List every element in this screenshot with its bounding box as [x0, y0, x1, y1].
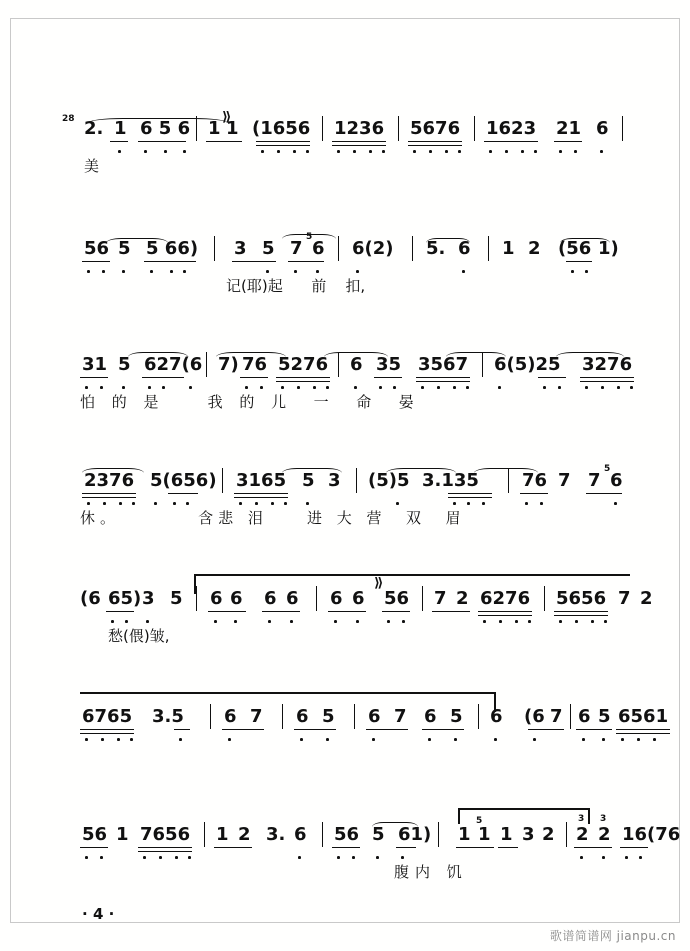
- page-number: [82, 905, 114, 923]
- music-system-5: [66, 576, 653, 668]
- music-system-7: [66, 814, 681, 904]
- page-edge-left: [10, 18, 11, 923]
- note-row-2: 56 5 5 66) 3 5 7 5 6 6(2) 5. 6 1 2 (56 1): [66, 232, 626, 276]
- lyric-row-4: 休。 含悲 泪 进 大 营 双 眉: [80, 509, 466, 527]
- page-number-dot-right: ·: [108, 905, 115, 923]
- music-system-2: [66, 232, 626, 318]
- lyric-row-3: 怕 的 是 我 的 儿 一 命 晏: [80, 393, 420, 411]
- site-watermark: 歌谱简谱网 jianpu.cn: [549, 929, 676, 943]
- lyric-row-2: 记(耶)起 前 扣,: [226, 277, 366, 295]
- note-row-1: 2. 1 6 5 6 1 1 ⟫ (1656 1236 5676 1623 21 6: [66, 112, 626, 156]
- page-number-value: 4: [92, 905, 104, 923]
- note-row-5: (6 65) 3 5 6 6 6 6 6 6 ⟫ 56 7 2 6276 5656 7 2: [66, 582, 626, 626]
- page-number-dot-left: ·: [82, 905, 88, 923]
- note-row-3: 31 5 627(6 7) 76 5276 6 35 3567 6(5)25 3276: [66, 348, 626, 392]
- lyric-row-7: 腹内 饥: [394, 863, 468, 881]
- music-system-1: [62, 110, 626, 198]
- note-row-7: 56 1 7656 1 2 3. 6 56 5 61) 1 1 5 1 3 2 3 3 2 2 16(76: [66, 818, 626, 862]
- note-row-4: 2376 5(656) 3165 5 3 (5)5 3.135 76 7 7 5 6: [66, 464, 626, 508]
- music-system-4: [66, 464, 626, 550]
- music-system-3: [66, 348, 633, 434]
- music-system-6: [66, 700, 669, 786]
- page-edge-right: [679, 18, 680, 923]
- tempo-marking: 28: [62, 114, 75, 124]
- page-edge-top: [10, 18, 680, 19]
- note-row-6: 6765 3.5 6 7 6 5 6 7 6 5 6 (6 7 6 5 6561: [66, 700, 626, 744]
- lyric-row-6: [66, 744, 626, 770]
- lyric-row-5: 愁(偎)皱,: [108, 627, 170, 645]
- lyric-row-1: 美: [84, 157, 100, 175]
